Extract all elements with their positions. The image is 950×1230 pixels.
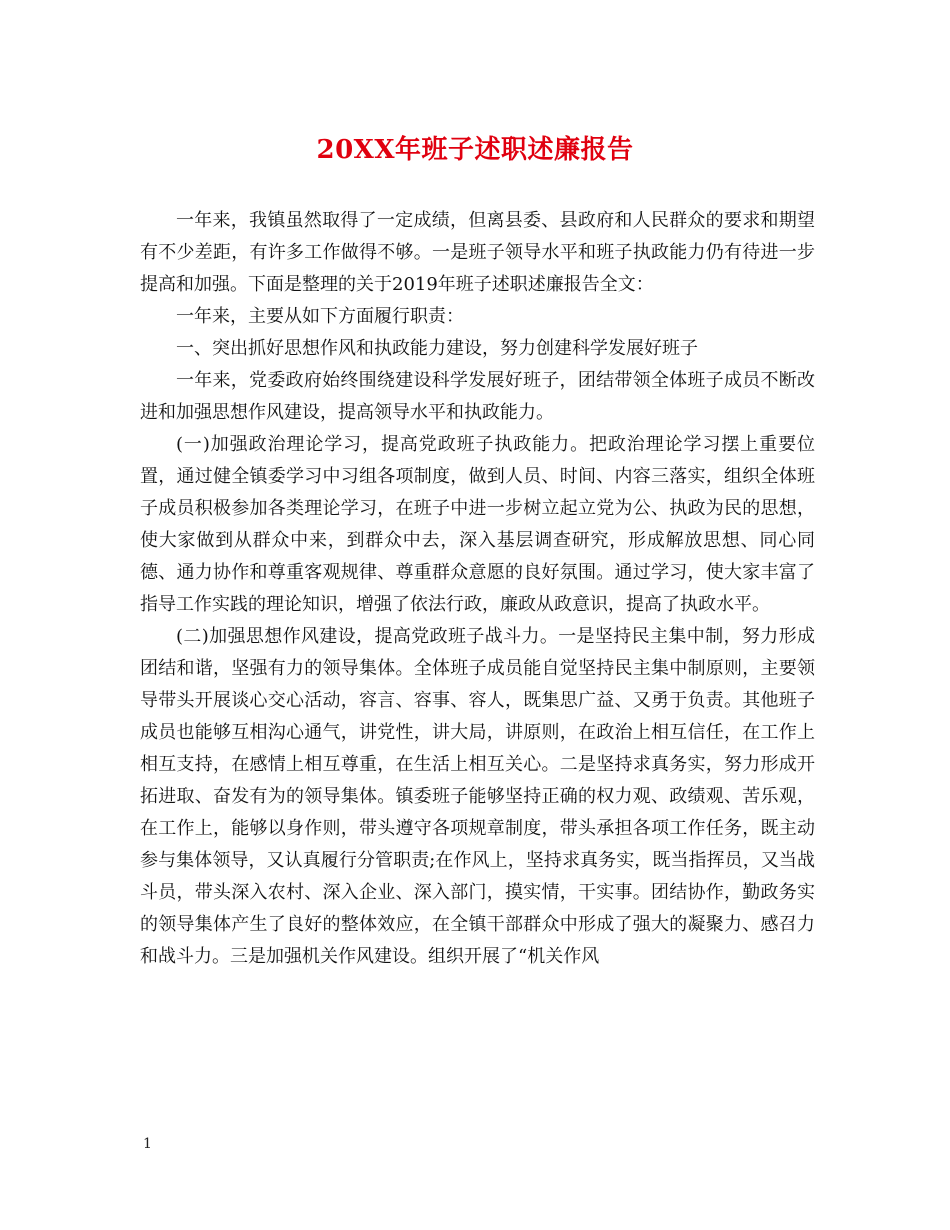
paragraph-intro: 一年来，我镇虽然取得了一定成绩，但离县委、县政府和人民群众的要求和期望有不少差距，有许多工作做得不够。一是班子领导水平和班子执政能力仍有待进一步提高和加强。下面是整理的关于2019年班子述职述廉报告全文： <box>140 210 815 295</box>
paragraph-duties: 一年来，主要从如下方面履行职责： <box>176 306 464 327</box>
document-title: 20XX年班子述职述廉报告 <box>316 135 634 165</box>
page-number: 1 <box>143 1136 152 1152</box>
paragraph-section-1-summary: 一年来，党委政府始终围绕建设科学发展好班子，团结带领全体班子成员不断改进和加强思想作风建设，提高领导水平和执政能力。 <box>140 370 815 423</box>
document-body <box>140 205 815 973</box>
paragraph-political-study: (一)加强政治理论学习，提高党政班子执政能力。把政治理论学习摆上重要位置，通过健全镇委学习中习组各项制度，做到人员、时间、内容三落实，组织全体班子成员积极参加各类理论学习，在班子中进一步树立起立党为公、执政为民的思想，使大家做到从群众中来，到群众中去，深入基层调查研究，形成解放思想、同心同德、通力协作和尊重客观规律、尊重群众意愿的良好氛围。通过学习，使大家丰富了指导工作实践的理论知识，增强了依法行政，廉政从政意识，提高了执政水平。 <box>140 434 815 615</box>
paragraph-work-style: (二)加强思想作风建设，提高党政班子战斗力。一是坚持民主集中制，努力形成团结和谐，坚强有力的领导集体。全体班子成员能自觉坚持民主集中制原则，主要领导带头开展谈心交心活动，容言、容事、容人，既集思广益、又勇于负责。其他班子成员也能够互相沟心通气，讲党性，讲大局，讲原则，在政治上相互信任，在工作上相互支持，在感情上相互尊重，在生活上相互关心。二是坚持求真务实，努力形成开拓进取、奋发有为的领导集体。镇委班子能够坚持正确的权力观、政绩观、苦乐观，在工作上，能够以身作则，带头遵守各项规章制度，带头承担各项工作任务，既主动参与集体领导，又认真履行分管职责;在作风上，坚持求真务实，既当指挥员，又当战斗员，带头深入农村、深入企业、深入部门，摸实情，干实事。团结协作，勤政务实的领导集体产生了良好的整体效应，在全镇干部群众中形成了强大的凝聚力、感召力和战斗力。三是加强机关作风建设。组织开展了“机关作风 <box>140 626 815 967</box>
section-heading-1: 一、突出抓好思想作风和执政能力建设，努力创建科学发展好班子 <box>176 338 698 359</box>
